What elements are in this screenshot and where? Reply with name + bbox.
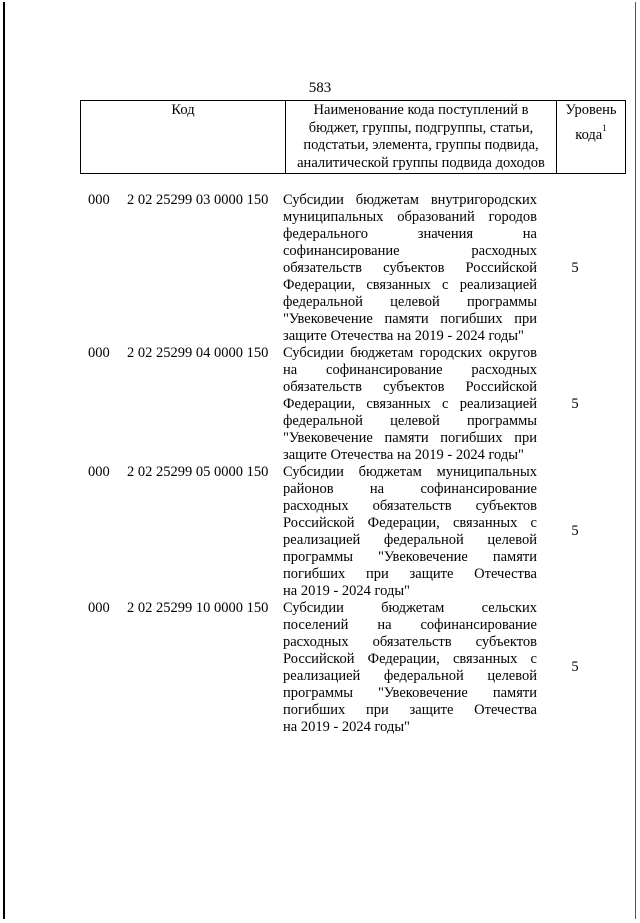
revenue-name-line: Субсидии бюджетам городских округов xyxy=(283,345,537,361)
revenue-name-line: защите Отечества на 2019 - 2024 годы" xyxy=(283,328,524,344)
revenue-name-line: Российской Федерации, связанных с xyxy=(283,515,537,531)
footnote-marker: 1 xyxy=(602,122,607,133)
revenue-name-line: на софинансирование расходных xyxy=(283,362,537,378)
table-header xyxy=(80,100,626,174)
revenue-name-line: поселений на софинансирование xyxy=(283,617,537,633)
revenue-name-line: реализацией федеральной целевой xyxy=(283,668,537,684)
revenue-code: 2 02 25299 10 0000 150 xyxy=(127,600,269,616)
revenue-name-line: "Увековечение памяти погибших при xyxy=(283,311,537,327)
revenue-name-line: Субсидии бюджетам сельских xyxy=(283,600,537,616)
header-name-line: аналитической группы подвида доходов xyxy=(297,154,545,171)
revenue-name-line: обязательств субъектов Российской xyxy=(283,379,537,395)
revenue-name-line: погибших при защите Отечества xyxy=(283,566,537,582)
code-level: 5 xyxy=(571,260,579,276)
revenue-name-line: реализацией федеральной целевой xyxy=(283,532,537,548)
admin-code: 000 xyxy=(88,600,110,616)
revenue-code: 2 02 25299 04 0000 150 xyxy=(127,345,269,361)
revenue-name-line: обязательств субъектов Российской xyxy=(283,260,537,276)
code-level: 5 xyxy=(571,523,579,539)
revenue-name xyxy=(283,192,537,345)
header-code: Код xyxy=(81,101,286,174)
code-level: 5 xyxy=(571,659,579,675)
revenue-name-line: Субсидии бюджетам внутригородских xyxy=(283,192,537,208)
revenue-name-line: защите Отечества на 2019 - 2024 годы" xyxy=(283,447,524,463)
revenue-name-line: Российской Федерации, связанных с xyxy=(283,651,537,667)
revenue-name-line: на 2019 - 2024 годы" xyxy=(283,719,410,735)
revenue-code: 2 02 25299 03 0000 150 xyxy=(127,192,269,208)
revenue-name-line: муниципальных образований городов xyxy=(283,209,537,225)
revenue-name-line: Федерации, связанных с реализацией xyxy=(283,396,537,412)
revenue-name-line: районов на софинансирование xyxy=(283,481,537,497)
revenue-name-line: федерального значения на xyxy=(283,226,537,242)
revenue-name xyxy=(283,464,537,600)
admin-code: 000 xyxy=(88,464,110,480)
revenue-name xyxy=(283,600,537,736)
admin-code: 000 xyxy=(88,192,110,208)
header-level-line1: Уровень xyxy=(565,102,617,118)
admin-code: 000 xyxy=(88,345,110,361)
revenue-name-line: погибших при защите Отечества xyxy=(283,702,537,718)
revenue-name-line: федеральной целевой программы xyxy=(283,413,537,429)
revenue-name-line: расходных обязательств субъектов xyxy=(283,498,537,514)
header-name xyxy=(286,101,557,174)
revenue-name xyxy=(283,345,537,464)
revenue-name-line: на 2019 - 2024 годы" xyxy=(283,583,410,599)
header-level xyxy=(557,101,626,174)
revenue-name-line: Федерации, связанных с реализацией xyxy=(283,277,537,293)
revenue-name-line: программы "Увековечение памяти xyxy=(283,549,537,565)
page-number: 583 xyxy=(308,80,332,96)
header-name-line: подстатьи, элемента, группы подвида, xyxy=(303,137,539,153)
code-level: 5 xyxy=(571,396,579,412)
revenue-name-line: федеральной целевой программы xyxy=(283,294,537,310)
revenue-name-line: "Увековечение памяти погибших при xyxy=(283,430,537,446)
revenue-name-line: расходных обязательств субъектов xyxy=(283,634,537,650)
header-level-line2: кода xyxy=(575,126,603,143)
header-name-line: Наименование кода поступлений в xyxy=(313,102,529,118)
revenue-code: 2 02 25299 05 0000 150 xyxy=(127,464,269,480)
revenue-name-line: софинансирование расходных xyxy=(283,243,537,259)
header-name-line: бюджет, группы, подгруппы, статьи, xyxy=(308,119,534,136)
revenue-name-line: Субсидии бюджетам муниципальных xyxy=(283,464,537,480)
revenue-name-line: программы "Увековечение памяти xyxy=(283,685,537,701)
